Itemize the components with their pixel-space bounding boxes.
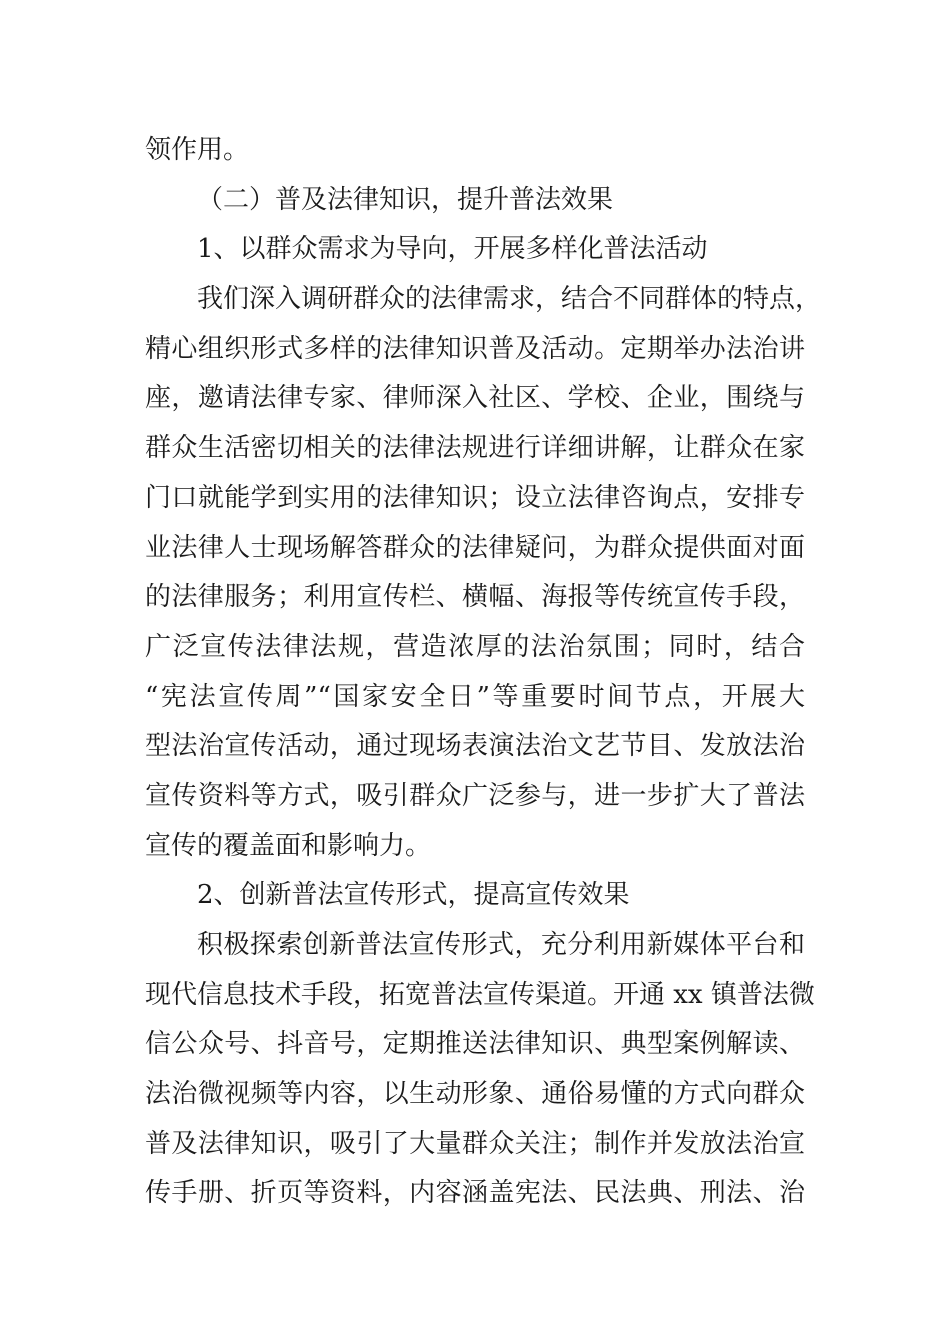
paragraph-line: 门口就能学到实用的法律知识；设立法律咨询点，安排专 — [145, 483, 805, 513]
subsection-heading: 2、创新普法宣传形式，提高宣传效果 — [197, 880, 630, 910]
paragraph-line: 法治微视频等内容，以生动形象、通俗易懂的方式向群众 — [145, 1079, 805, 1109]
paragraph-line: 座，邀请法律专家、律师深入社区、学校、企业，围绕与 — [145, 383, 805, 413]
paragraph-line: 宣传资料等方式，吸引群众广泛参与，进一步扩大了普法 — [145, 781, 805, 811]
paragraph-line: 群众生活密切相关的法律法规进行详细讲解，让群众在家 — [145, 433, 805, 463]
paragraph-line: 积极探索创新普法宣传形式，充分利用新媒体平台和 — [197, 930, 805, 960]
paragraph-line: 现代信息技术手段，拓宽普法宣传渠道。开通 xx 镇普法微 — [145, 980, 815, 1010]
text-line: 领作用。 — [145, 135, 250, 165]
section-heading: （二）普及法律知识，提升普法效果 — [197, 185, 614, 215]
paragraph-line: 广泛宣传法律法规，营造浓厚的法治氛围；同时，结合 — [145, 632, 805, 662]
subsection-heading: 1、以群众需求为导向，开展多样化普法活动 — [197, 234, 708, 264]
paragraph-line: 传手册、折页等资料，内容涵盖宪法、民法典、刑法、治 — [145, 1178, 805, 1208]
paragraph-line: 我们深入调研群众的法律需求，结合不同群体的特点， — [197, 284, 822, 314]
paragraph-line: 精心组织形式多样的法律知识普及活动。定期举办法治讲 — [145, 334, 805, 364]
paragraph-line: “宪法宣传周”“国家安全日”等重要时间节点，开展大 — [145, 682, 805, 712]
paragraph-line: 业法律人士现场解答群众的法律疑问，为群众提供面对面 — [145, 533, 805, 563]
paragraph-line: 宣传的覆盖面和影响力。 — [145, 831, 432, 861]
paragraph-line: 普及法律知识，吸引了大量群众关注；制作并发放法治宣 — [145, 1129, 805, 1159]
paragraph-line: 信公众号、抖音号，定期推送法律知识、典型案例解读、 — [145, 1029, 805, 1059]
paragraph-line: 的法律服务；利用宣传栏、横幅、海报等传统宣传手段， — [145, 582, 805, 612]
paragraph-line: 型法治宣传活动，通过现场表演法治文艺节目、发放法治 — [145, 731, 805, 761]
